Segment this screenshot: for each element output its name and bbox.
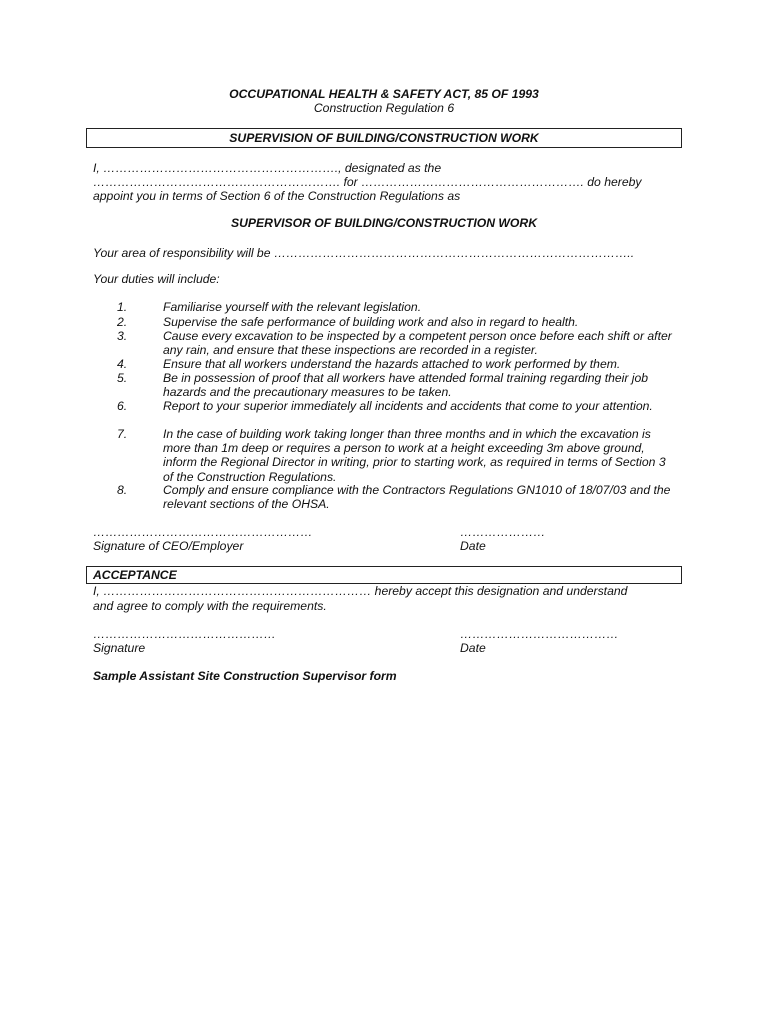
acceptance-signature-dots: ……………………………………… <box>93 627 276 641</box>
act-title: OCCUPATIONAL HEALTH & SAFETY ACT, 85 OF 1993 <box>229 87 539 101</box>
duty-item: Familiarise yourself with the relevant legislation. <box>163 300 422 314</box>
duty-number: 6. <box>117 399 128 413</box>
duty-item: Report to your superior immediately all incidents and accidents that come to your attention. <box>163 399 653 413</box>
acceptance-box <box>86 566 682 584</box>
duty-number: 4. <box>117 357 128 371</box>
section-title: SUPERVISION OF BUILDING/CONSTRUCTION WORK <box>229 131 539 145</box>
duties-intro: Your duties will include: <box>93 272 220 286</box>
employer-signature-dots: ……………………………………………… <box>93 525 313 539</box>
employer-signature-label: Signature of CEO/Employer <box>93 539 244 553</box>
acceptance-line-2: and agree to comply with the requirements. <box>93 599 327 613</box>
regulation-subtitle: Construction Regulation 6 <box>313 101 455 115</box>
duty-item: In the case of building work taking longer than three months and in which the excavation is more than 1m deep or requires a person to work at a height exceeding 3m above ground, inform the Regional Director in writing, prior to starting work, as required in terms of Section 3 of the Construction Regulations. <box>163 427 666 484</box>
employer-date-dots: ………………… <box>460 525 546 539</box>
role-title: SUPERVISOR OF BUILDING/CONSTRUCTION WORK <box>230 216 538 230</box>
duty-number: 8. <box>117 483 128 497</box>
acceptance-date-dots: ………………………………… <box>460 627 619 641</box>
duty-item: Cause every excavation to be inspected by a competent person once before each shift or after any rain, and ensure that these inspections are recorded in a register. <box>163 329 672 358</box>
responsibility-line: Your area of responsibility will be …………………………………………………………………………….. <box>93 246 635 260</box>
duty-item: Supervise the safe performance of building work and also in regard to health. <box>163 315 579 329</box>
appointment-line-3: appoint you in terms of Section 6 of the Construction Regulations as <box>93 189 461 203</box>
duty-number: 1. <box>117 300 128 314</box>
duty-number: 3. <box>117 329 128 343</box>
appointment-line-1: I, …………………………………………………., designated as the <box>93 161 442 175</box>
duty-number: 2. <box>117 315 128 329</box>
duty-item: Comply and ensure compliance with the Contractors Regulations GN1010 of 18/07/03 and the relevant sections of the OHSA. <box>163 483 671 512</box>
acceptance-signature-label: Signature <box>93 641 146 655</box>
appointment-line-2: ……………………………………………………. for ………………………………………………. do hereby <box>93 175 642 189</box>
acceptance-title: ACCEPTANCE <box>93 568 177 582</box>
footer-caption: Sample Assistant Site Construction Supervisor form <box>93 669 397 683</box>
acceptance-line-1: I, ………………………………………………………… hereby accept this designation and understand <box>93 584 628 598</box>
employer-date-label: Date <box>460 539 486 553</box>
section-title-box <box>86 128 682 148</box>
duty-number: 5. <box>117 371 128 385</box>
duty-item: Ensure that all workers understand the hazards attached to work performed by them. <box>163 357 621 371</box>
duty-number: 7. <box>117 427 128 441</box>
acceptance-date-label: Date <box>460 641 486 655</box>
duty-item: Be in possession of proof that all workers have attended formal training regarding their job hazards and the precautionary measures to be taken. <box>163 371 649 400</box>
